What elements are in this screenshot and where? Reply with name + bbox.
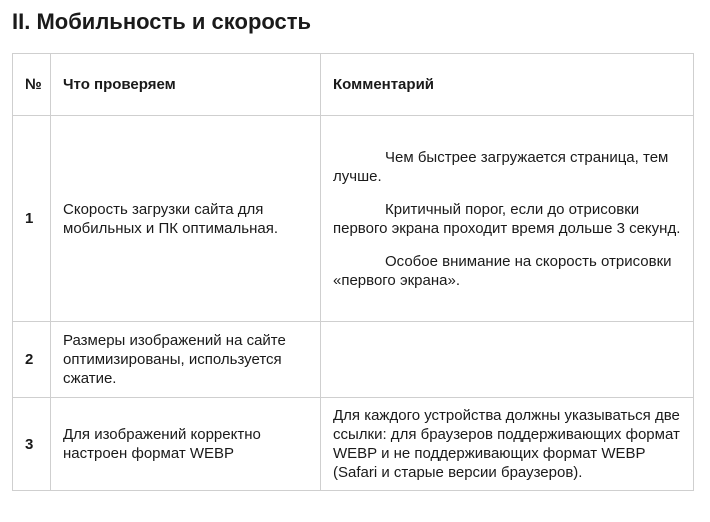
section-title: II. Мобильность и скорость [12,9,312,34]
comment-paragraph: Чем быстрее загружается страница, тем лучше. [333,148,669,185]
table-header-row [13,54,694,116]
row-comment [321,322,694,398]
row-check-text: Для изображений корректно настроен формат WEBP [51,398,321,491]
row-check-text: Скорость загрузки сайта для мобильных и ПК оптимальная. [51,116,321,322]
header-number: № [13,54,51,116]
comment-paragraph: Особое внимание на скорость отрисовки «первого экрана». [333,252,672,289]
comment-paragraph: Критичный порог, если до отрисовки первого экрана проходит время дольше 3 секунд. [333,200,681,237]
row-comment [321,116,694,322]
row-number: 2 [13,322,51,398]
table-row [13,116,694,322]
row-number: 3 [13,398,51,491]
row-comment [321,398,694,491]
header-comment: Комментарий [321,54,694,116]
table-row [13,322,694,398]
comment-paragraph: Для каждого устройства должны указываться две ссылки: для браузеров поддерживающих формат WEBP и не поддерживающих формат WEBP (Safari и старые версии браузеров). [333,407,680,481]
row-check-text: Размеры изображений на сайте оптимизированы, используется сжатие. [51,322,321,398]
table-row [13,398,694,491]
row-number: 1 [13,116,51,322]
header-check: Что проверяем [51,54,321,116]
checklist-table [12,53,694,491]
